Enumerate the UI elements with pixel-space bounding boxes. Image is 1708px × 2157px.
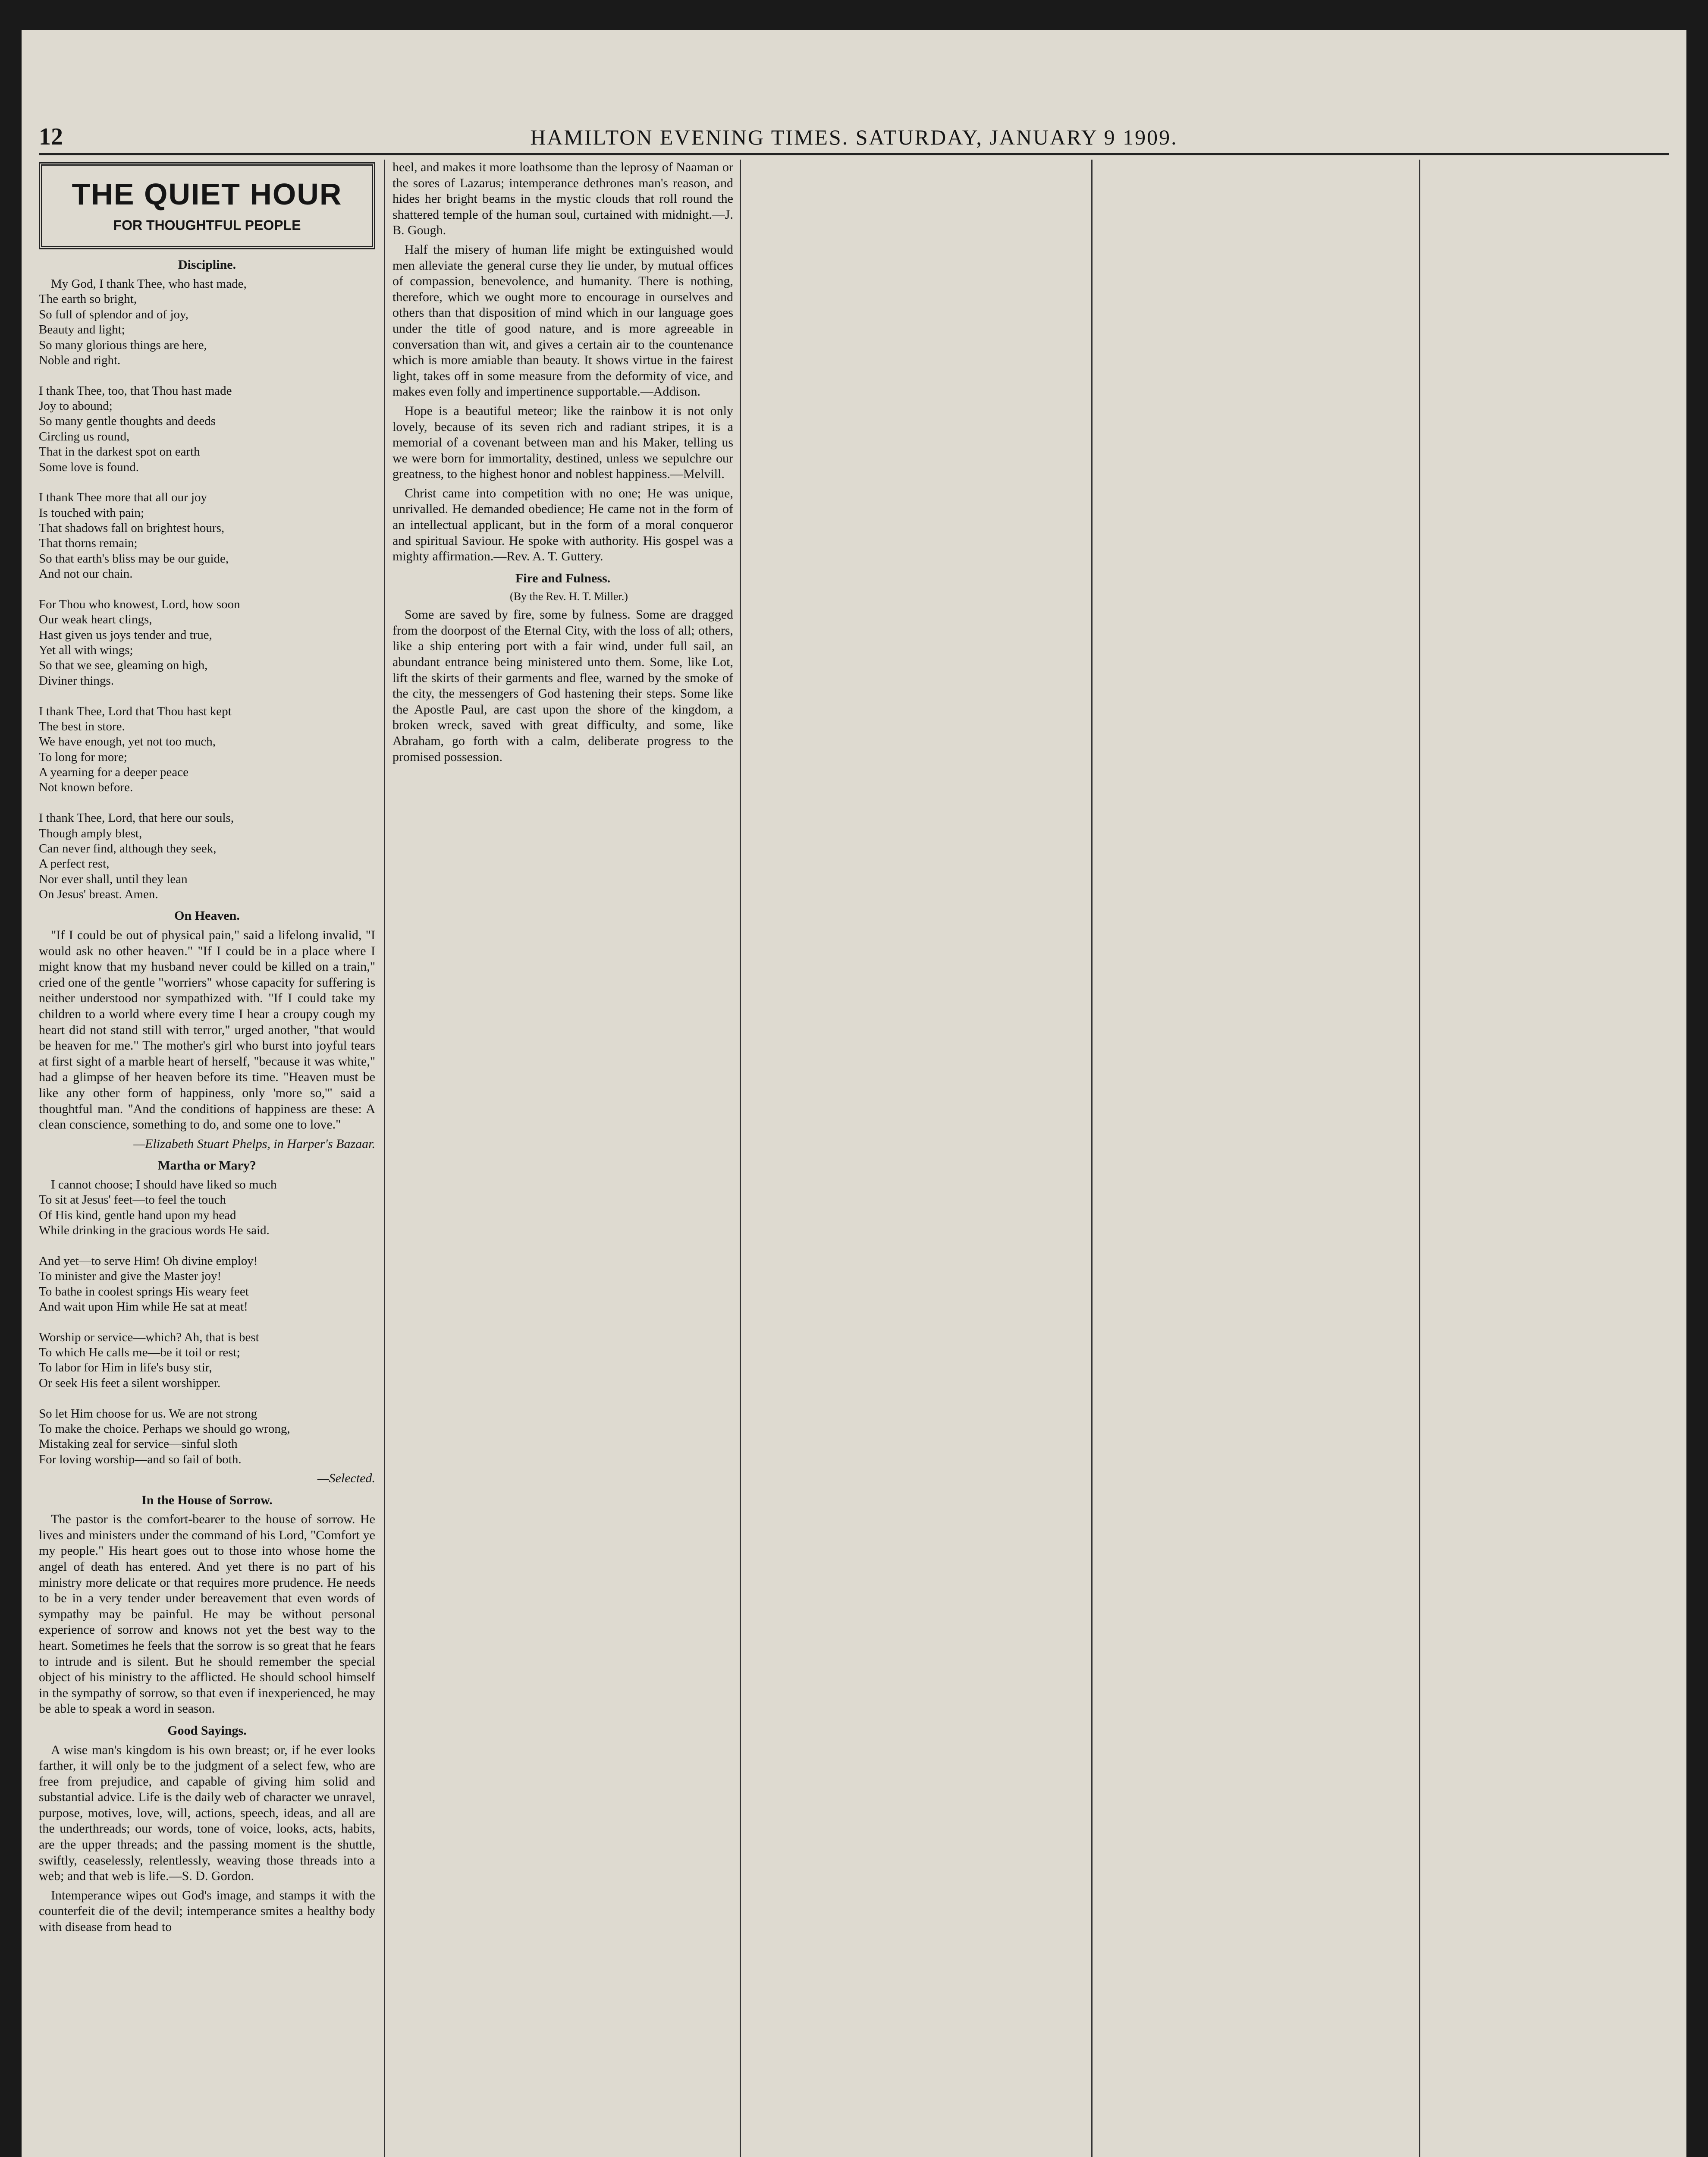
heaven-heading: On Heaven. (174, 909, 240, 923)
sayings-heading: Good Sayings. (167, 1723, 247, 1738)
sayings-text: A wise man's kingdom is his own breast; or, if he ever looks farther, it will only be to the judgment of a select few, who are free from prejudice, and capable of giving him solid and substantial advice. Life is the daily web of character we unravel, purpose, motives, love, will, actions, speech, ideas, and all are the underthreads; our words, tone of voice, looks, acts, habits, are the upper threads; and the passing moment is the shuttle, swiftly, ceaselessly, relentlessly, weaving those threads into a web; and that web is life.—S. D. Gordon. (39, 1742, 375, 1883)
fire-byline: (By the Rev. H. T. Miller.) (510, 590, 628, 603)
heaven-signature: —Elizabeth Stuart Phelps, in Harper's Bazaar. (133, 1136, 375, 1151)
martha-signature: —Selected. (317, 1471, 375, 1486)
martha-heading: Martha or Mary? (158, 1158, 256, 1173)
martha-poem: I cannot choose; I should have liked so much To sit at Jesus' feet—to feel the touch Of His kind, gentle hand upon my head While drinking in the gracious words He said. And yet—to serve Him! Oh divine employ! To minister and give the Master joy! To bathe in coolest springs His weary feet And wait upon Him while He sat at meat! Worship or service—which? Ah, that is best To which He calls me—be it toil or rest; To labor for Him in life's busy stir, Or seek His feet a silent worshipper. So let Him choose for us. We are not strong To make the choice. Perhaps we should go wrong, Mistaking zeal for service—sinful sloth For loving worship—and so fail of both. (39, 1177, 290, 1466)
quiet-hour-column (39, 160, 375, 2157)
fire-text: Some are saved by fire, some by fulness. Some are dragged from the doorpost of the Eternal City, with the loss of all; others, like a ship entering port with a fair wind, under full sail, an abundant entrance being ministered unto them. Some, like Lot, lift the skirts of their garments and flee, warned by the smoke of the city, the messengers of God hastening their steps. Some like the Apostle Paul, are cast upon the shore of the kingdom, a broken wreck, saved with great difficulty, and some, like Abraham, go forth with a calm, deliberate progress to the promised possession. (392, 607, 733, 764)
column-rule (740, 160, 741, 2157)
heaven-text: "If I could be out of physical pain," said a lifelong invalid, "I would ask no other heaven." "If I could be in a place where I might know that my husband never could be killed on a train," cried one of the gentle "worriers" whose capacity for suffering is neither understood nor sympathized with. "If I could take my children to a world where every time I hear a croupy cough my heart did not stand still with terror," urged another, "that would be heaven for me." The mother's girl who burst into joyful tears at first sight of a marble heart of herself, "because it was white," had a glimpse of her heaven before its time. "Heaven must be like any other form of happiness, only 'more so,'" said a thoughtful man. "And the conditions of happiness are these: A clean conscience, something to do, and some one to love." (39, 928, 375, 1132)
newspaper-page (22, 30, 1686, 2157)
column-rule (384, 160, 385, 2157)
masthead (39, 123, 1669, 155)
discipline-poem: My God, I thank Thee, who hast made, The earth so bright, So full of splendor and of joy, Beauty and light; So many glorious things are here, Noble and right. I thank Thee, too, that Thou hast made Joy to abound; So many gentle thoughts and deeds Circling us round, That in the darkest spot on earth Some love is found. I thank Thee more that all our joy Is touched with pain; That shadows fall on brightest hours, That thorns remain; So that earth's bliss may be our guide, And not our chain. For Thou who knowest, Lord, how soon Our weak heart clings, Hast given us joys tender and true, Yet all with wings; So that we see, gleaming on high, Diviner things. I thank Thee, Lord that Thou hast kept The best in store. We have enough, yet not too much, To long for more; A yearning for a deeper peace Not known before. I thank Thee, Lord, that here our souls, Though amply blest, Can never find, although they seek, A perfect rest, Nor ever shall, until they lean On Jesus' breast. Amen. (39, 277, 247, 902)
quiet-hour-column-2 (392, 160, 733, 2157)
quiet-hour-title: THE QUIET HOUR (72, 177, 342, 211)
hope-text: Hope is a beautiful meteor; like the rainbow it is not only lovely, because of its seven rich and radiant stripes, it is a memorial of a covenant between man and his Maker, telling us we were born for immortality, destined, unless we sepulchre our greatness, to the highest honor and noblest happiness.—Melvill. (392, 403, 733, 481)
column-rule (1419, 160, 1420, 2157)
fire-heading: Fire and Fulness. (515, 571, 611, 585)
running-head: HAMILTON EVENING TIMES. SATURDAY, JANUARY 9 1909. (530, 125, 1178, 149)
intemperance-text: heel, and makes it more loathsome than the leprosy of Naaman or the sores of Lazarus; intemperance dethrones man's reason, and hides her bright beams in the mystic clouds that roll round the shattered temple of the human soul, curtained with midnight.—J. B. Gough. (392, 160, 733, 238)
discipline-heading: Discipline. (178, 258, 236, 272)
christ-text: Christ came into competition with no one; He was unique, unrivalled. He demanded obedience; He came not in the form of an intellectual applicant, but in the form of a moral conqueror and spiritual Saviour. He spoke with authority. His gospel was a mighty affirmation.—Rev. A. T. Guttery. (392, 486, 733, 564)
page-number: 12 (39, 123, 63, 150)
quiet-hour-subtitle: FOR THOUGHTFUL PEOPLE (113, 217, 301, 233)
good-nature-text: Half the misery of human life might be extinguished would men alleviate the general curse they lie under, by mutual offices of compassion, benevolence, and humanity. There is nothing, therefore, which we ought more to encourage in ourselves and others than that disposition of mind which in our language goes under the title of good nature, and is more agreeable in conversation than wit, and gives a certain air to the countenance which is more amiable than beauty. It shows virtue in the fairest light, takes off in some measure from the deformity of vice, and makes even folly and impertinence supportable.—Addison. (392, 242, 733, 399)
sayings-text-2: Intemperance wipes out God's image, and stamps it with the counterfeit die of the devil; intemperance smites a healthy body with disease from head to (39, 1888, 375, 1934)
quiet-hour-header (39, 162, 375, 249)
sorrow-heading: In the House of Sorrow. (141, 1493, 273, 1507)
sorrow-text: The pastor is the comfort-bearer to the house of sorrow. He lives and ministers under the command of his Lord, "Comfort ye my people." His heart goes out to those into whose home the angel of death has entered. And yet there is no part of his ministry more delicate or that requires more prudence. He needs to be in a very tender under bereavement that even words of sympathy may be painful. He may be without personal experience of sorrow and knows not yet the best way to the heart. Sometimes he feels that the sorrow is so great that he fears to intrude and is silent. But he should remember the special object of his ministry to the afflicted. He should school himself in the sympathy of sorrow, so that even if inexperienced, he may be able to speak a word in season. (39, 1512, 375, 1716)
column-rule (1091, 160, 1093, 2157)
